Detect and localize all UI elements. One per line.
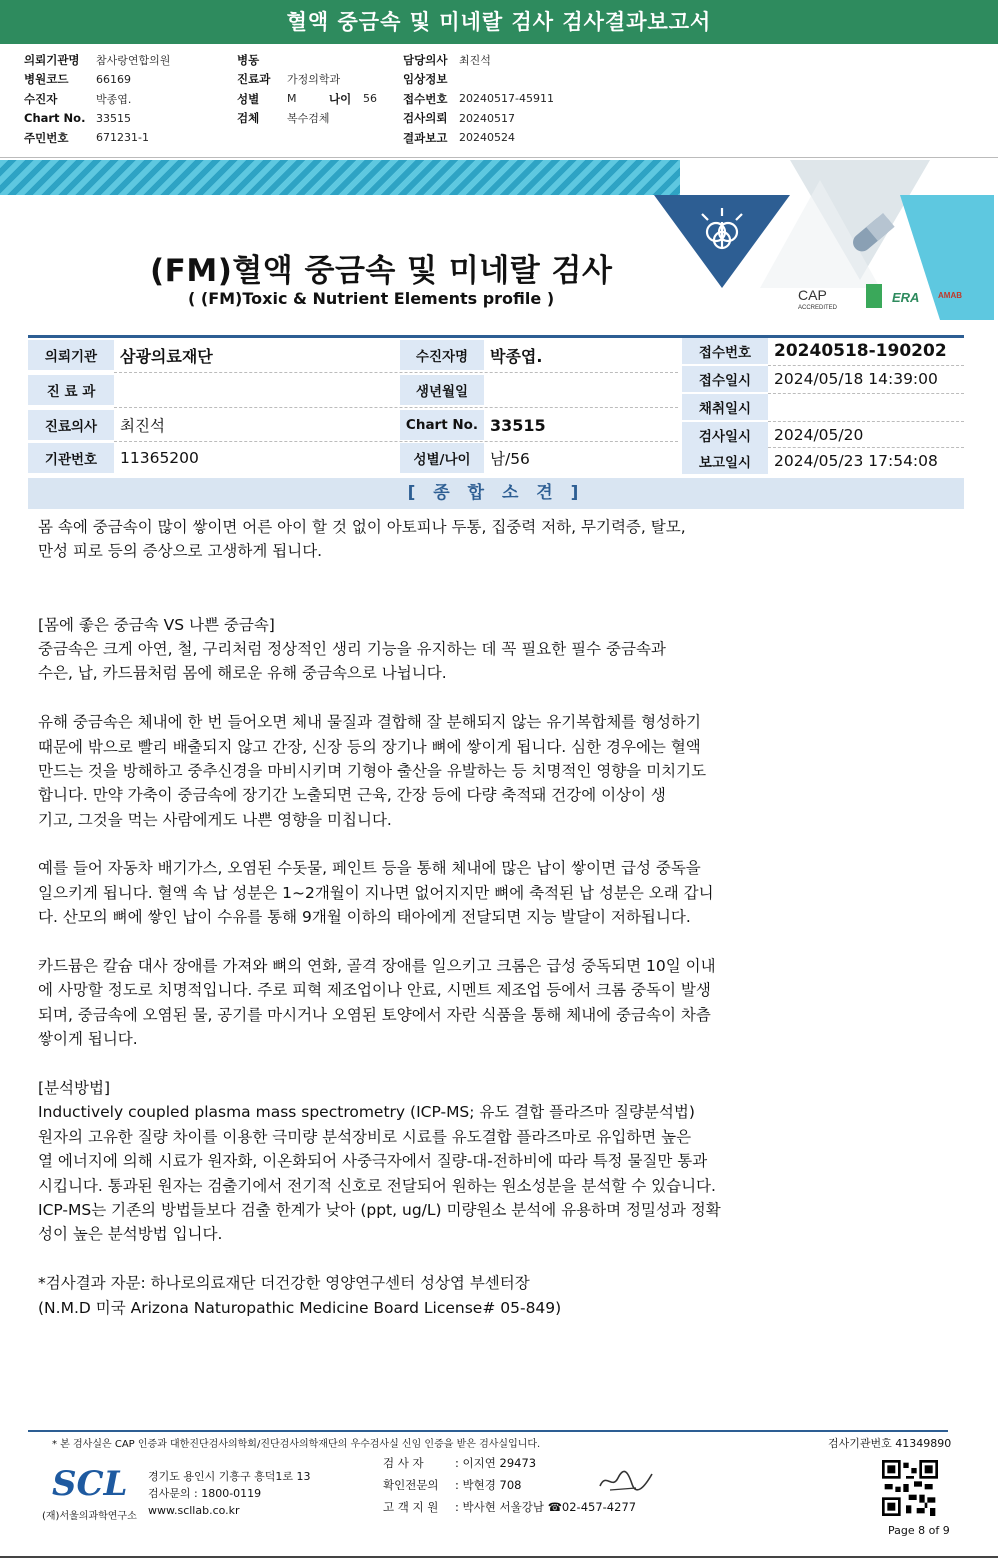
summary-line: 쌓이게 됩니다. <box>38 1030 138 1049</box>
row-divider <box>768 365 964 366</box>
lab-phone: 검사문의 : 1800-0119 <box>148 1487 262 1500</box>
summary-line: 다. 산모의 뼈에 쌓인 납이 수유를 통해 9개월 이하의 태아에게 전달되면 지능 발달이 저하됩니다. <box>38 908 691 927</box>
cap-logo: CAP <box>798 287 827 303</box>
summary-line: 원자의 고유한 질량 차이를 이용한 극미량 분석장비로 시료를 유도결합 플라즈마로 유입하면 높은 <box>38 1127 692 1146</box>
lab-license-no: 검사기관번호 41349890 <box>828 1437 952 1450</box>
label-accession-no: 접수번호 <box>682 338 768 364</box>
summary-line: [몸에 좋은 중금속 VS 나쁜 중금속] <box>38 615 275 634</box>
header-key: 수진자 <box>24 91 58 106</box>
header-value: M <box>287 92 297 106</box>
header-key: 나이 <box>329 91 352 106</box>
summary-line: [분석방법] <box>38 1078 110 1097</box>
accreditation-note: * 본 검사실은 CAP 인증과 대한진단검사의학회/진단검사의학재단의 우수검사실 신임 인증을 받은 검사실입니다. <box>52 1439 541 1450</box>
summary-line: *검사결과 자문: 하나로의료재단 더건강한 영양연구센터 성상엽 부센터장 <box>38 1274 530 1293</box>
row-divider <box>768 421 964 422</box>
label-tested-at: 검사일시 <box>682 422 768 448</box>
summary-line <box>38 1247 768 1271</box>
label-reported-at: 보고일시 <box>682 448 768 474</box>
summary-line: 때문에 밖으로 빨리 배출되지 않고 간장, 신장 등의 장기나 뼈에 쌓이게 됩니다. 심한 경우에는 혈액 <box>38 737 701 756</box>
label-chart-no: Chart No. <box>400 410 484 440</box>
footer-rule <box>28 1430 948 1432</box>
summary-line: 되며, 중금속에 오염된 물, 공기를 마시거나 오염된 토양에서 자란 식품을 통해 체내에 중금속이 차츰 <box>38 1005 711 1024</box>
value-reported-at: 2024/05/23 17:54:08 <box>774 452 938 470</box>
header-value: 20240524 <box>459 131 515 145</box>
summary-line: 일으키게 됩니다. 혈액 속 납 성분은 1~2개월이 지나면 없어지지만 뼈에 축적된 납 성분은 오래 갑니 <box>38 883 714 902</box>
value-chart-no: 33515 <box>490 415 546 435</box>
value-institution-no: 11365200 <box>120 449 199 467</box>
staff-role: 확인전문의 <box>383 1478 439 1492</box>
summary-line: 시킵니다. 통과된 원자는 검출기에서 전기적 신호로 전달되어 원하는 원소성분을 분석할 수 있습니다. <box>38 1176 716 1195</box>
row-divider <box>768 447 964 448</box>
staff-value: : 박사현 서울강남 ☎02-457-4277 <box>455 1500 637 1514</box>
value-accession-no: 20240518-190202 <box>774 341 947 361</box>
header-value: 66169 <box>96 72 131 86</box>
label-collected-at: 채취일시 <box>682 394 768 420</box>
summary-line: ICP-MS는 기존의 방법들보다 검출 한계가 낮아 (ppt, ug/L) 미량원소 분석에 유용하며 정밀성과 정확 <box>38 1200 721 1219</box>
summary-heading: [ 종 합 소 견 ] <box>28 478 964 509</box>
summary-body <box>38 515 768 1320</box>
header-value: 671231-1 <box>96 131 149 145</box>
value-sex-age: 남/56 <box>490 450 530 468</box>
header-key: 담당의사 <box>403 52 448 67</box>
header-value: 56 <box>363 92 377 106</box>
era-logo: ERA <box>892 290 920 305</box>
document-title: (FM)혈액 중금속 및 미네랄 검사 <box>150 253 613 289</box>
header-col-3 <box>403 50 554 148</box>
header-key: 진료과 <box>237 72 271 87</box>
page-bottom-rule <box>0 1556 998 1558</box>
value-received-at: 2024/05/18 14:39:00 <box>774 370 938 388</box>
amab-logo: AMAB <box>938 291 962 300</box>
header-value: 33515 <box>96 111 131 125</box>
staff-role: 검 사 자 <box>383 1456 424 1470</box>
value-doctor: 최진석 <box>120 417 165 435</box>
header-value: 복수검체 <box>287 112 330 126</box>
summary-line: 중금속은 크게 아연, 철, 구리처럼 정상적인 생리 기능을 유지하는 데 꼭 필요한 필수 중금속과 <box>38 639 666 658</box>
decorative-stripes <box>0 160 680 195</box>
row-divider <box>114 441 678 442</box>
staff-value: : 박현경 708 <box>455 1478 522 1492</box>
header-key: 성별 <box>237 91 260 106</box>
header-key: 병원코드 <box>24 72 69 87</box>
label-patient-name: 수진자명 <box>400 340 484 370</box>
header-key: 결과보고 <box>403 130 448 145</box>
summary-line: 에 사망할 정도로 치명적입니다. 주로 피혁 제조업이나 안료, 시멘트 제조업 등에서 크롬 중독이 발생 <box>38 981 711 1000</box>
value-tested-at: 2024/05/20 <box>774 426 864 444</box>
page-number: Page 8 of 9 <box>888 1524 950 1537</box>
signature <box>596 1468 656 1494</box>
label-sex-age: 성별/나이 <box>400 443 484 473</box>
row-divider <box>114 407 678 408</box>
summary-line: 만성 피로 등의 증상으로 고생하게 됩니다. <box>38 542 323 561</box>
value-patient-name: 박종엽. <box>490 346 543 366</box>
header-value: 가정의학과 <box>287 73 341 87</box>
label-department: 진 료 과 <box>28 375 114 405</box>
label-received-at: 접수일시 <box>682 366 768 392</box>
lab-contact <box>148 1468 311 1519</box>
summary-line: 합니다. 만약 가축이 중금속에 장기간 노출되면 근육, 간장 등에 다량 축적돼 건강에 이상이 생 <box>38 786 666 805</box>
header-value: 20240517-45911 <box>459 92 554 106</box>
header-key: 임상정보 <box>403 72 448 87</box>
header-value: 참사랑연합의원 <box>96 53 171 67</box>
staff-value: : 이지연 29473 <box>455 1456 537 1470</box>
report-title-bar: 혈액 중금속 및 미네랄 검사 검사결과보고서 <box>0 0 998 44</box>
report-header <box>0 44 998 158</box>
row-divider <box>114 372 678 373</box>
header-artwork <box>640 160 994 320</box>
row-divider <box>768 393 964 394</box>
summary-line: 예를 들어 자동차 배기가스, 오염된 수돗물, 페인트 등을 통해 체내에 많은 납이 쌓이면 급성 중독을 <box>38 859 701 878</box>
summary-line: Inductively coupled plasma mass spectrometry (ICP-MS; 유도 결합 플라즈마 질량분석법) <box>38 1103 695 1122</box>
value-department <box>114 375 398 405</box>
lab-address: 경기도 용인시 기흥구 흥덕1로 13 <box>148 1470 311 1483</box>
summary-line <box>38 564 768 588</box>
label-institution-no: 기관번호 <box>28 443 114 473</box>
summary-line: 수은, 납, 카드뮴처럼 몸에 해로운 유해 중금속으로 나뉩니다. <box>38 664 447 683</box>
summary-line: 유해 중금속은 체내에 한 번 들어오면 체내 물질과 결합해 잘 분해되지 않는 유기복합체를 형성하기 <box>38 713 701 732</box>
value-collected-at <box>768 394 964 420</box>
lab-website[interactable]: www.scllab.co.kr <box>148 1504 240 1517</box>
header-value: 박종엽. <box>96 92 132 106</box>
header-key: Chart No. <box>24 111 86 126</box>
value-institution: 삼광의료재단 <box>120 346 213 366</box>
summary-line: 몸 속에 중금속이 많이 쌓이면 어른 아이 할 것 없이 아토피나 두통, 집중력 저하, 무기력증, 탈모, <box>38 518 686 536</box>
summary-line: 성이 높은 분석방법 입니다. <box>38 1225 223 1244</box>
summary-line <box>38 1052 768 1076</box>
summary-line: (N.M.D 미국 Arizona Naturopathic Medicine Board License# 05-849) <box>38 1298 562 1317</box>
header-col-1 <box>24 50 170 148</box>
qr-code-icon <box>882 1460 938 1516</box>
header-col-2 <box>237 50 377 128</box>
summary-line: 카드뮴은 칼슘 대사 장애를 가져와 뼈의 연화, 골격 장애를 일으키고 크롬은 급성 중독되면 10일 이내 <box>38 957 716 976</box>
label-institution: 의뢰기관 <box>28 340 114 370</box>
lm-logo <box>866 284 882 308</box>
summary-line: 만드는 것을 방해하고 중추신경을 마비시키며 기형아 출산을 유발하는 등 치명적인 영향을 미치기도 <box>38 761 707 780</box>
cap-logo-sub: ACCREDITED <box>798 305 838 311</box>
header-key: 검체 <box>237 111 260 126</box>
header-key: 검사의뢰 <box>403 111 448 126</box>
header-value: 최진석 <box>459 53 491 67</box>
summary-line <box>38 686 768 710</box>
header-key: 접수번호 <box>403 91 448 106</box>
value-birth-date <box>484 375 678 405</box>
summary-line <box>38 832 768 856</box>
label-doctor: 진료의사 <box>28 410 114 440</box>
summary-line <box>38 588 768 612</box>
header-key: 의뢰기관명 <box>24 52 80 67</box>
label-birth-date: 생년월일 <box>400 375 484 405</box>
summary-line: 열 에너지에 의해 시료가 원자화, 이온화되어 사중극자에서 질량-대-전하비에 따라 특정 물질만 통과 <box>38 1152 708 1171</box>
summary-line <box>38 930 768 954</box>
staff-role: 고 객 지 원 <box>383 1500 439 1514</box>
document-subtitle: ( (FM)Toxic & Nutrient Elements profile ) <box>188 289 555 308</box>
summary-line: 기고, 그것을 먹는 사람에게도 나쁜 영향을 미칩니다. <box>38 810 392 829</box>
header-value: 20240517 <box>459 111 515 125</box>
scl-logo: SCL <box>52 1464 128 1504</box>
scl-org-name: (재)서울의과학연구소 <box>42 1511 137 1522</box>
header-key: 병동 <box>237 52 260 67</box>
header-key: 주민번호 <box>24 130 69 145</box>
